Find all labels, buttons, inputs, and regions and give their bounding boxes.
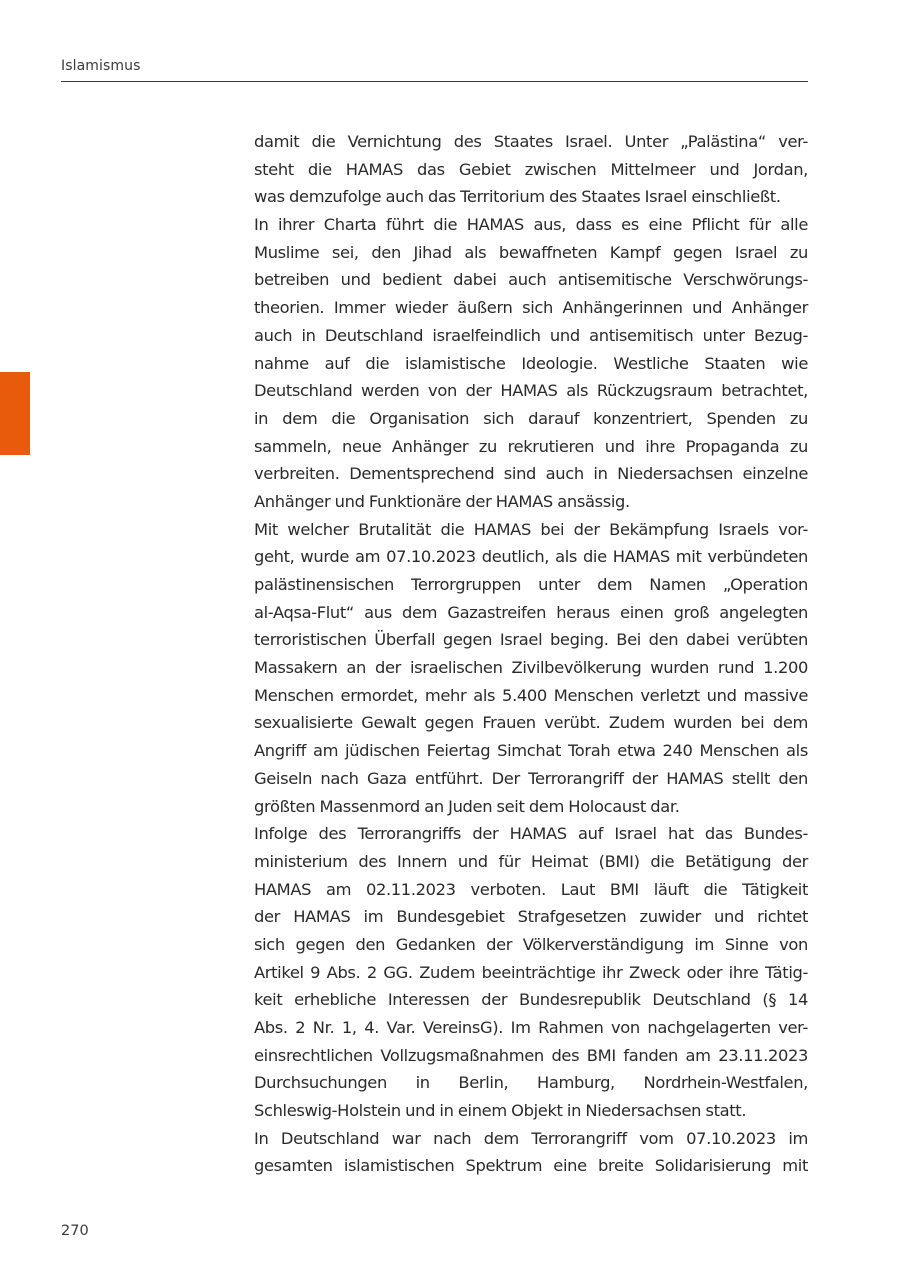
text-line: Angriff am jüdischen Feiertag Simchat Torah etwa 240 Menschen als (254, 741, 808, 761)
text-line: Geiseln nach Gaza entführt. Der Terrorangriff der HAMAS stellt den (254, 768, 808, 788)
text-line: Anhänger und Funktionäre der HAMAS ansässig. (254, 491, 630, 511)
text-line: betreiben und bedient dabei auch antisemitische Verschwörungs- (254, 270, 808, 290)
text-line: Artikel 9 Abs. 2 GG. Zudem beeinträchtige ihr Zweck oder ihre Tätig- (254, 962, 808, 982)
text-line: ministerium des Innern und für Heimat (BMI) die Betätigung der (254, 851, 808, 871)
text-line: Abs. 2 Nr. 1, 4. Var. VereinsG). Im Rahmen von nachgelagerten ver- (254, 1018, 808, 1037)
text-line: steht die HAMAS das Gebiet zwischen Mittelmeer und Jordan, (254, 159, 808, 179)
text-line: Massakern an der israelischen Zivilbevölkerung wurden rund 1.200 (254, 658, 808, 678)
text-line: auch in Deutschland israelfeindlich und antisemitisch unter Bezug- (254, 325, 808, 345)
text-line: Infolge des Terrorangriffs der HAMAS auf Israel hat das Bundes- (254, 824, 808, 844)
text-line: der HAMAS im Bundesgebiet Strafgesetzen zuwider und richtet (254, 907, 808, 927)
text-line: sexualisierte Gewalt gegen Frauen verübt. Zudem wurden bei dem (254, 713, 808, 733)
running-head-title: Islamismus (61, 58, 141, 74)
header-rule (61, 81, 808, 82)
text-line: Muslime sei, den Jihad als bewaffneten Kampf gegen Israel zu (254, 242, 808, 262)
text-line: Menschen ermordet, mehr als 5.400 Menschen verletzt und massive (254, 685, 808, 705)
text-line: verbreiten. Dementsprechend sind auch in Niedersachsen einzelne (254, 464, 808, 484)
text-line: al-Aqsa-Flut“ aus dem Gazastreifen heraus einen groß angelegten (254, 602, 808, 622)
chapter-side-tab (0, 372, 30, 455)
text-line: In Deutschland war nach dem Terrorangriff vom 07.10.2023 im (254, 1128, 808, 1148)
text-line: Mit welcher Brutalität die HAMAS bei der Bekämpfung Israels vor- (254, 519, 808, 539)
text-line: HAMAS am 02.11.2023 verboten. Laut BMI läuft die Tätigkeit (254, 879, 808, 899)
text-line: was demzufolge auch das Territorium des Staates Israel einschließt. (254, 187, 781, 207)
text-line: terroristischen Überfall gegen Israel beging. Bei den dabei verübten (254, 630, 808, 650)
text-line: theorien. Immer wieder äußern sich Anhängerinnen und Anhänger (254, 298, 808, 318)
text-line: palästinensischen Terrorgruppen unter dem Namen „Operation (254, 575, 808, 594)
text-line: einsrechtlichen Vollzugsmaßnahmen des BMI fanden am 23.11.2023 (254, 1045, 808, 1065)
text-line: keit erhebliche Interessen der Bundesrepublik Deutschland (§ 14 (254, 990, 808, 1010)
page-number: 270 (61, 1223, 89, 1239)
text-line: damit die Vernichtung des Staates Israel. Unter „Palästina“ ver- (254, 132, 808, 151)
text-line: sich gegen den Gedanken der Völkerverständigung im Sinne von (254, 934, 808, 954)
text-line: gesamten islamistischen Spektrum eine breite Solidarisierung mit (254, 1156, 808, 1176)
text-line: größten Massenmord an Juden seit dem Holocaust dar. (254, 796, 680, 816)
text-line: Schleswig-Holstein und in einem Objekt in Niedersachsen statt. (254, 1101, 747, 1121)
text-line: sammeln, neue Anhänger zu rekrutieren und ihre Propaganda zu (254, 436, 808, 456)
text-line: in dem die Organisation sich darauf konzentriert, Spenden zu (254, 408, 808, 428)
text-line: In ihrer Charta führt die HAMAS aus, dass es eine Pflicht für alle (254, 215, 808, 235)
text-line: Deutschland werden von der HAMAS als Rückzugsraum betrachtet, (254, 381, 808, 401)
text-line: Durchsuchungen in Berlin, Hamburg, Nordrhein-Westfalen, (254, 1073, 808, 1093)
text-line: geht, wurde am 07.10.2023 deutlich, als die HAMAS mit verbündeten (254, 547, 808, 567)
text-line: nahme auf die islamistische Ideologie. Westliche Staaten wie (254, 353, 808, 373)
body-text-column (254, 128, 808, 1180)
